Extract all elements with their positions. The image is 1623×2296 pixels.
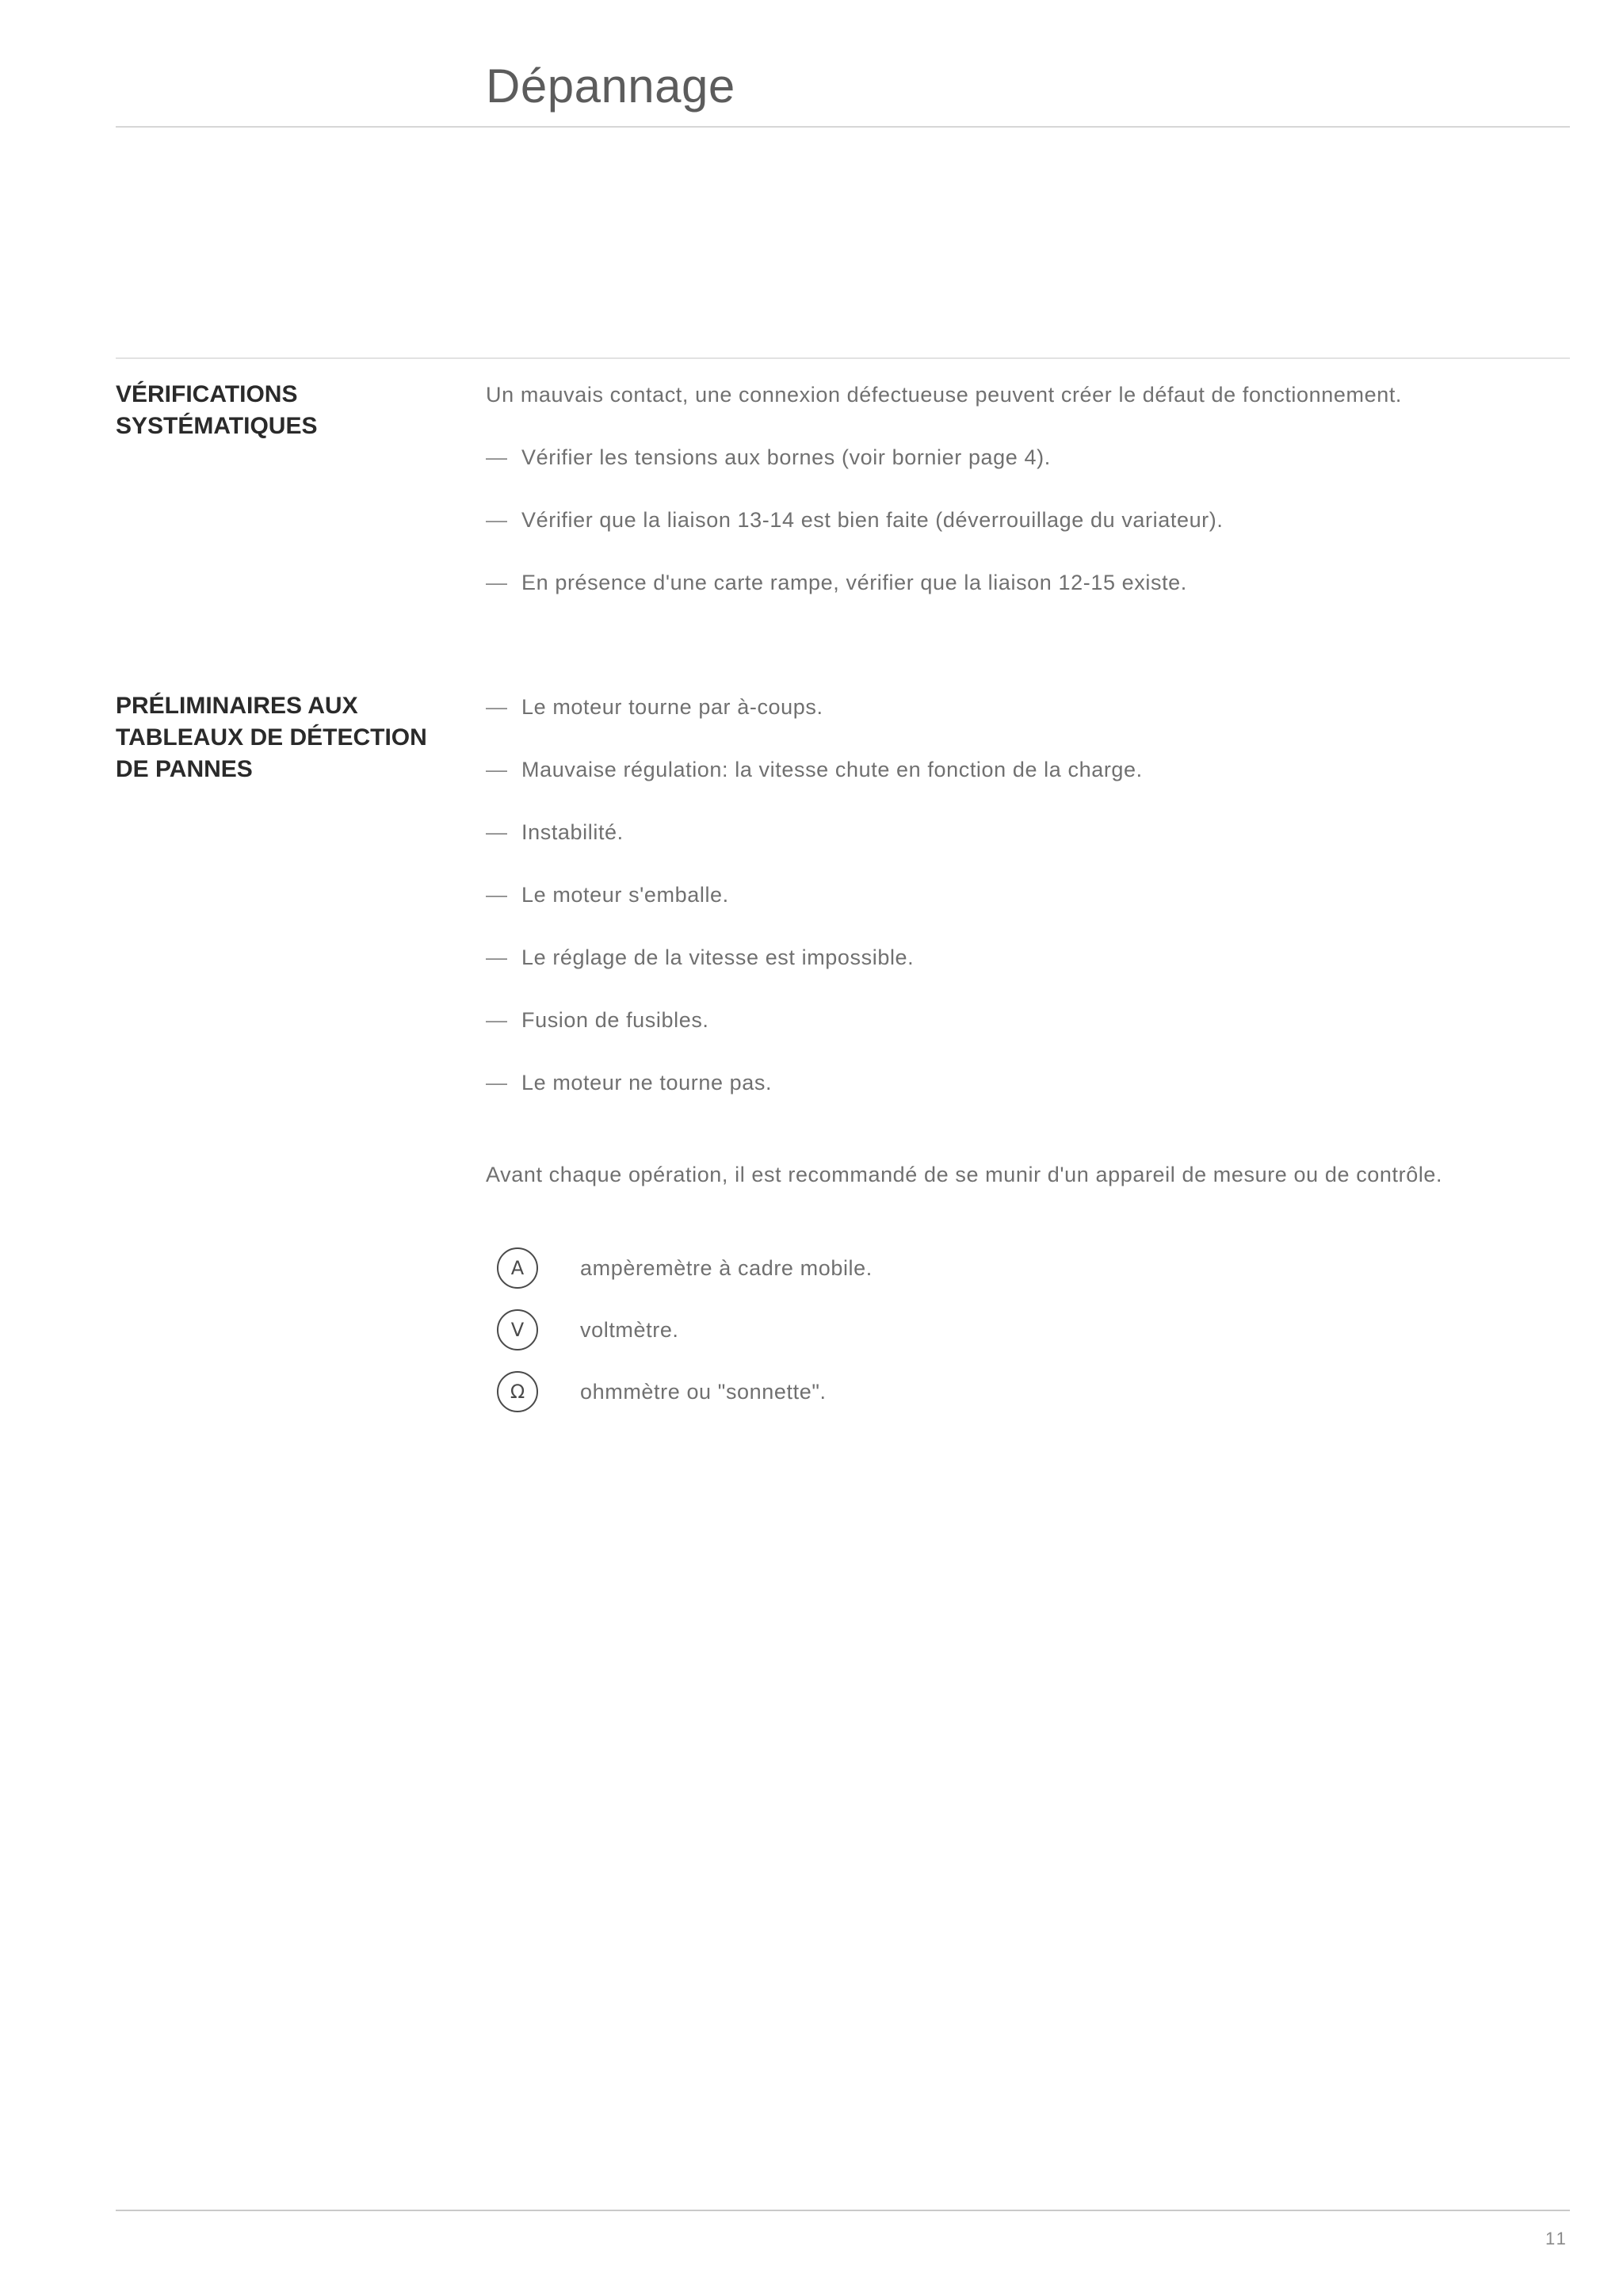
- symptom-item: [486, 691, 823, 723]
- instrument-ammeter: [497, 1245, 873, 1291]
- verifications-heading: [116, 379, 317, 442]
- voltmeter-symbol-icon: V: [497, 1309, 538, 1350]
- instrument-ohmmeter: [497, 1369, 827, 1415]
- symptom-item-text: Le moteur s'emballe.: [521, 883, 729, 907]
- symptom-item: [486, 754, 1143, 785]
- symptom-item: [486, 816, 624, 848]
- ammeter-symbol-icon: A: [497, 1247, 538, 1289]
- dash-bullet: —: [486, 1008, 508, 1032]
- verification-item-text: En présence d'une carte rampe, vérifier que la liaison 12-15 existe.: [521, 571, 1187, 594]
- title-divider: [116, 126, 1570, 128]
- section-divider: [116, 357, 1570, 359]
- dash-bullet: —: [486, 946, 508, 969]
- page-number: 11: [1545, 2229, 1568, 2248]
- instrument-label: voltmètre.: [580, 1317, 679, 1342]
- symptom-item-text: Mauvaise régulation: la vitesse chute en fonction de la charge.: [521, 758, 1143, 781]
- page-title: Dépannage: [486, 59, 735, 113]
- instrument-voltmeter: [497, 1307, 679, 1353]
- verifications-heading-line-2: SYSTÉMATIQUES: [116, 413, 318, 439]
- symptom-item: [486, 879, 729, 911]
- preliminaires-heading-line-1: PRÉLIMINAIRES AUX: [116, 693, 358, 719]
- ohmmeter-symbol-icon: Ω: [497, 1371, 538, 1412]
- instrument-label: ampèremètre à cadre mobile.: [580, 1255, 873, 1280]
- verifications-heading-line-1: VÉRIFICATIONS: [116, 381, 298, 407]
- verification-item: [486, 504, 1223, 536]
- symptom-item: [486, 942, 914, 973]
- instrument-label: ohmmètre ou "sonnette".: [580, 1379, 827, 1404]
- dash-bullet: —: [486, 445, 508, 469]
- symptom-item-text: Fusion de fusibles.: [521, 1008, 709, 1032]
- dash-bullet: —: [486, 758, 508, 781]
- dash-bullet: —: [486, 571, 508, 594]
- verification-item: [486, 441, 1051, 473]
- verification-item-text: Vérifier que la liaison 13-14 est bien faite (déverrouillage du variateur).: [521, 508, 1224, 532]
- preliminaires-heading-line-2: TABLEAUX DE DÉTECTION: [116, 724, 427, 751]
- symptom-item-text: Le moteur tourne par à-coups.: [521, 695, 823, 719]
- symptom-item-text: Le réglage de la vitesse est impossible.: [521, 946, 915, 969]
- symptom-item: [486, 1067, 772, 1098]
- dash-bullet: —: [486, 1071, 508, 1095]
- dash-bullet: —: [486, 508, 508, 532]
- verifications-intro: Un mauvais contact, une connexion défectueuse peuvent créer le défaut de fonctionnement.: [486, 383, 1403, 407]
- verification-item: [486, 567, 1187, 598]
- dash-bullet: —: [486, 883, 508, 907]
- preliminaires-heading-line-3: DE PANNES: [116, 756, 253, 782]
- dash-bullet: —: [486, 695, 508, 719]
- symptom-item-text: Instabilité.: [521, 820, 624, 844]
- symptom-item-text: Le moteur ne tourne pas.: [521, 1071, 773, 1095]
- dash-bullet: —: [486, 820, 508, 844]
- footer-divider: [116, 2210, 1570, 2211]
- preliminaires-heading: [116, 690, 427, 785]
- symptom-item: [486, 1004, 709, 1036]
- verification-item-text: Vérifier les tensions aux bornes (voir bornier page 4).: [521, 445, 1051, 469]
- advice-paragraph: Avant chaque opération, il est recommandé de se munir d'un appareil de mesure ou de contrôle.: [486, 1163, 1443, 1186]
